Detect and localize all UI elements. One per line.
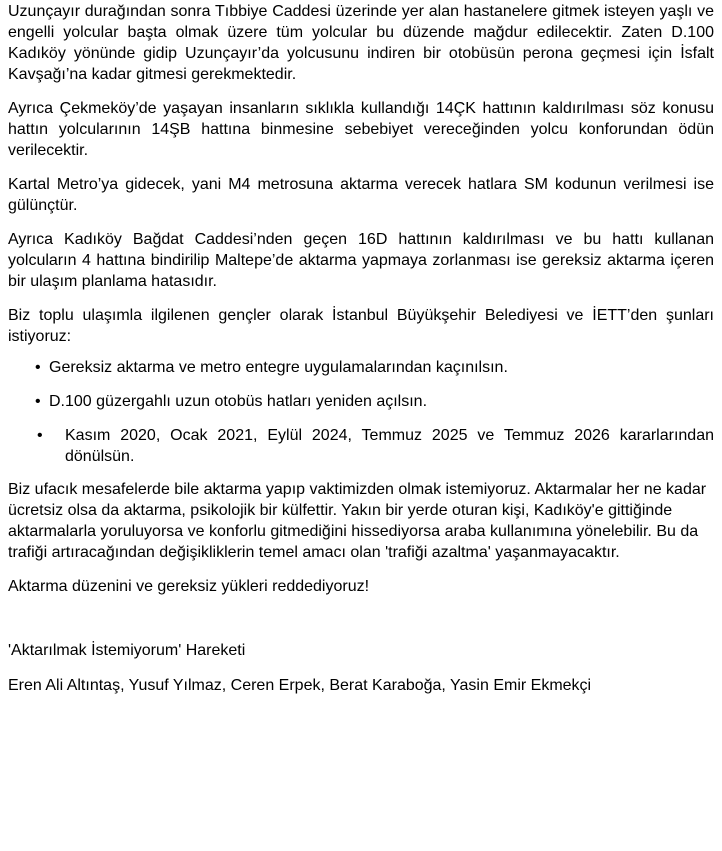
signatories: Eren Ali Altıntaş, Yusuf Yılmaz, Ceren Erpek, Berat Karaboğa, Yasin Emir Ekmekçi bbox=[8, 677, 592, 694]
paragraph-16d-line: Ayrıca Kadıköy Bağdat Caddesi’nden geçen 16D hattının kaldırılması ve bu hattı kullanan yolcuların 4 hattına bindirilip Maltepe’de aktarma yapmaya zorlanması ise gereksiz aktarma içeren bir ulaşım planlama hatasıdır. bbox=[8, 231, 714, 290]
bullet-icon: • bbox=[37, 427, 43, 444]
paragraph-demands-intro: Biz toplu ulaşımla ilgilenen gençler olarak İstanbul Büyükşehir Belediyesi ve İETT’den şunları istiyoruz: bbox=[8, 307, 714, 345]
bullet-icon: • bbox=[35, 359, 41, 376]
list-item bbox=[8, 425, 714, 467]
document-page bbox=[8, 0, 714, 696]
movement-name: 'Aktarılmak İstemiyorum' Hareketi bbox=[8, 642, 246, 659]
demand-text: Kasım 2020, Ocak 2021, Eylül 2024, Temmuz 2025 ve Temmuz 2026 kararlarından dönülsün. bbox=[65, 427, 714, 465]
list-item bbox=[8, 391, 714, 412]
paragraph-statement: Biz ufacık mesafelerde bile aktarma yapıp vaktimizden olmak istemiyoruz. Aktarmalar her ne kadar ücretsiz olsa da aktarma, psikolojik bir külfettir. Yakın bir yerde oturan kişi, Kadıköy'e gittiğinde aktarmalarla yoruluyorsa ve konforlu gitmediğini hissediyorsa araba kullanımına yönelebilir. Bu da trafiği artıracağından değişikliklerin temel amacı olan 'trafiği azaltma' yaşanmayacaktır. bbox=[8, 481, 707, 561]
bullet-icon: • bbox=[35, 393, 41, 410]
paragraph-hospital-access: Uzunçayır durağından sonra Tıbbiye Caddesi üzerinde yer alan hastanelere gitmek isteyen yaşlı ve engelli yolcular başta olmak üzere tüm yolcular bu düzende mağdur edilecektir. Zaten D.100 Kadıköy yönünde gidip Uzunçayır’da yolcusunu indiren bir otobüsün perona geçmesi için İsfalt Kavşağı’na kadar gitmesi gerekmektedir. bbox=[8, 3, 714, 83]
demands-list bbox=[8, 357, 714, 467]
demand-text: D.100 güzergahlı uzun otobüs hatları yeniden açılsın. bbox=[49, 393, 428, 410]
demand-text: Gereksiz aktarma ve metro entegre uygulamalarından kaçınılsın. bbox=[49, 359, 508, 376]
list-item bbox=[8, 357, 714, 378]
paragraph-14ck-line: Ayrıca Çekmeköy’de yaşayan insanların sıklıkla kullandığı 14ÇK hattının kaldırılması söz konusu hattın yolcularının 14ŞB hattına binmesine sebebiyet vereceğinden yolcu konforundan ödün verilecektir. bbox=[8, 100, 714, 159]
paragraph-kartal-metro: Kartal Metro’ya gidecek, yani M4 metrosuna aktarma verecek hatlara SM kodunun verilmesi ise gülünçtür. bbox=[8, 176, 714, 214]
closing-line: Aktarma düzenini ve gereksiz yükleri reddediyoruz! bbox=[8, 578, 370, 595]
